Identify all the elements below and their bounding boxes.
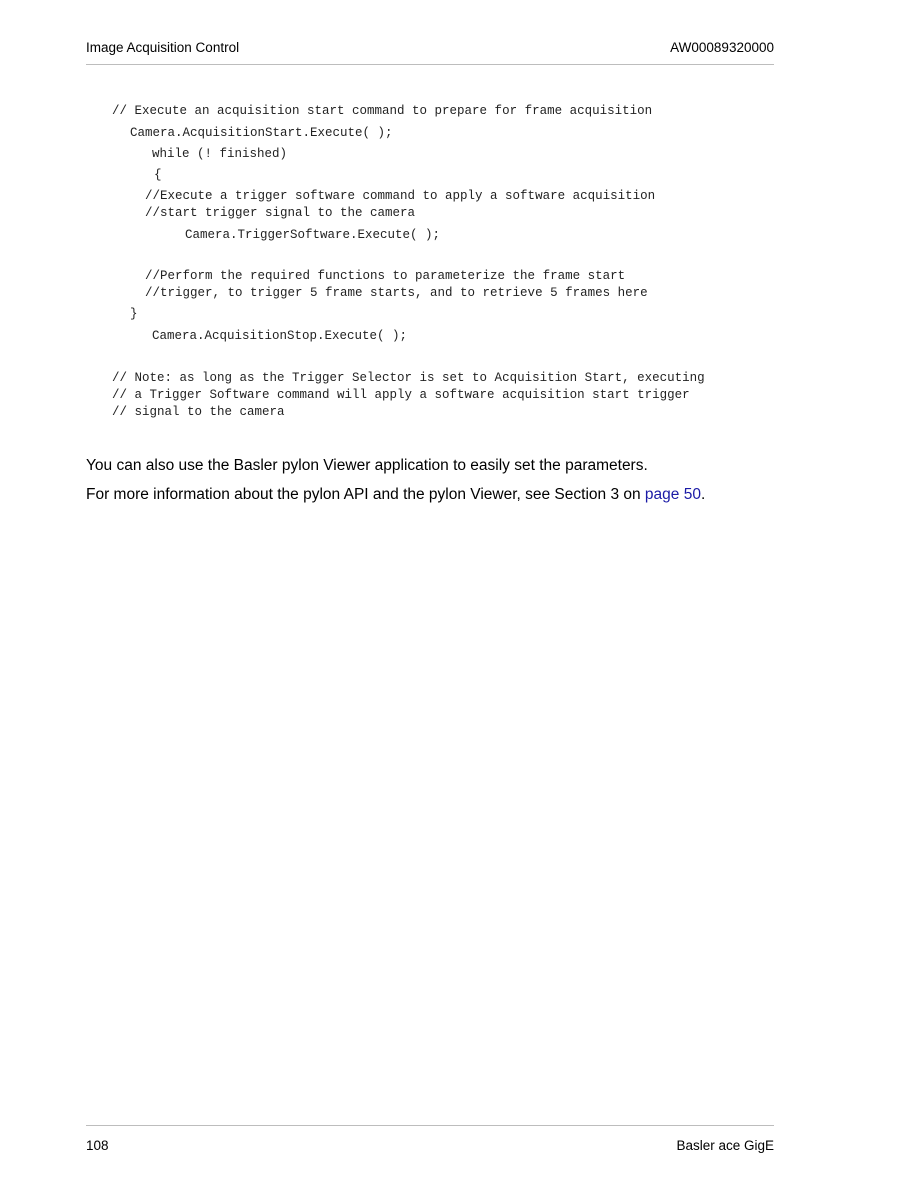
code-line: //trigger, to trigger 5 frame starts, and to retrieve 5 frames here <box>145 286 648 300</box>
viewer-note-paragraph: You can also use the Basler pylon Viewer application to easily set the parameters. <box>86 457 648 474</box>
code-line: while (! finished) <box>152 147 288 161</box>
more-info-period: . <box>700 486 706 503</box>
code-line: Camera.TriggerSoftware.Execute( ); <box>185 228 441 242</box>
code-line: } <box>130 307 138 321</box>
code-line: // Note: as long as the Trigger Selector is set to Acquisition Start, executing <box>112 371 705 385</box>
code-line: Camera.AcquisitionStart.Execute( ); <box>130 126 393 140</box>
code-line: // signal to the camera <box>112 405 285 419</box>
code-line: Camera.AcquisitionStop.Execute( ); <box>152 329 408 343</box>
footer-product-name: Basler ace GigE <box>676 1138 774 1153</box>
code-line: //Perform the required functions to parameterize the frame start <box>145 269 626 283</box>
more-info-paragraph <box>86 486 705 504</box>
code-line: //Execute a trigger software command to apply a software acquisition <box>145 189 656 203</box>
more-info-text: For more information about the pylon API and the pylon Viewer, see Section 3 on <box>86 486 645 503</box>
code-line: //start trigger signal to the camera <box>145 206 416 220</box>
code-line: { <box>154 168 162 182</box>
code-line: // a Trigger Software command will apply a software acquisition start trigger <box>112 388 690 402</box>
page-header <box>86 38 774 65</box>
code-line: // Execute an acquisition start command to prepare for frame acquisition <box>112 104 653 118</box>
footer-page-number: 108 <box>86 1138 109 1153</box>
header-document-id: AW00089320000 <box>670 40 774 55</box>
page-link[interactable]: page 50 <box>644 486 701 503</box>
header-section-title: Image Acquisition Control <box>86 40 240 55</box>
page-footer <box>86 1125 774 1156</box>
